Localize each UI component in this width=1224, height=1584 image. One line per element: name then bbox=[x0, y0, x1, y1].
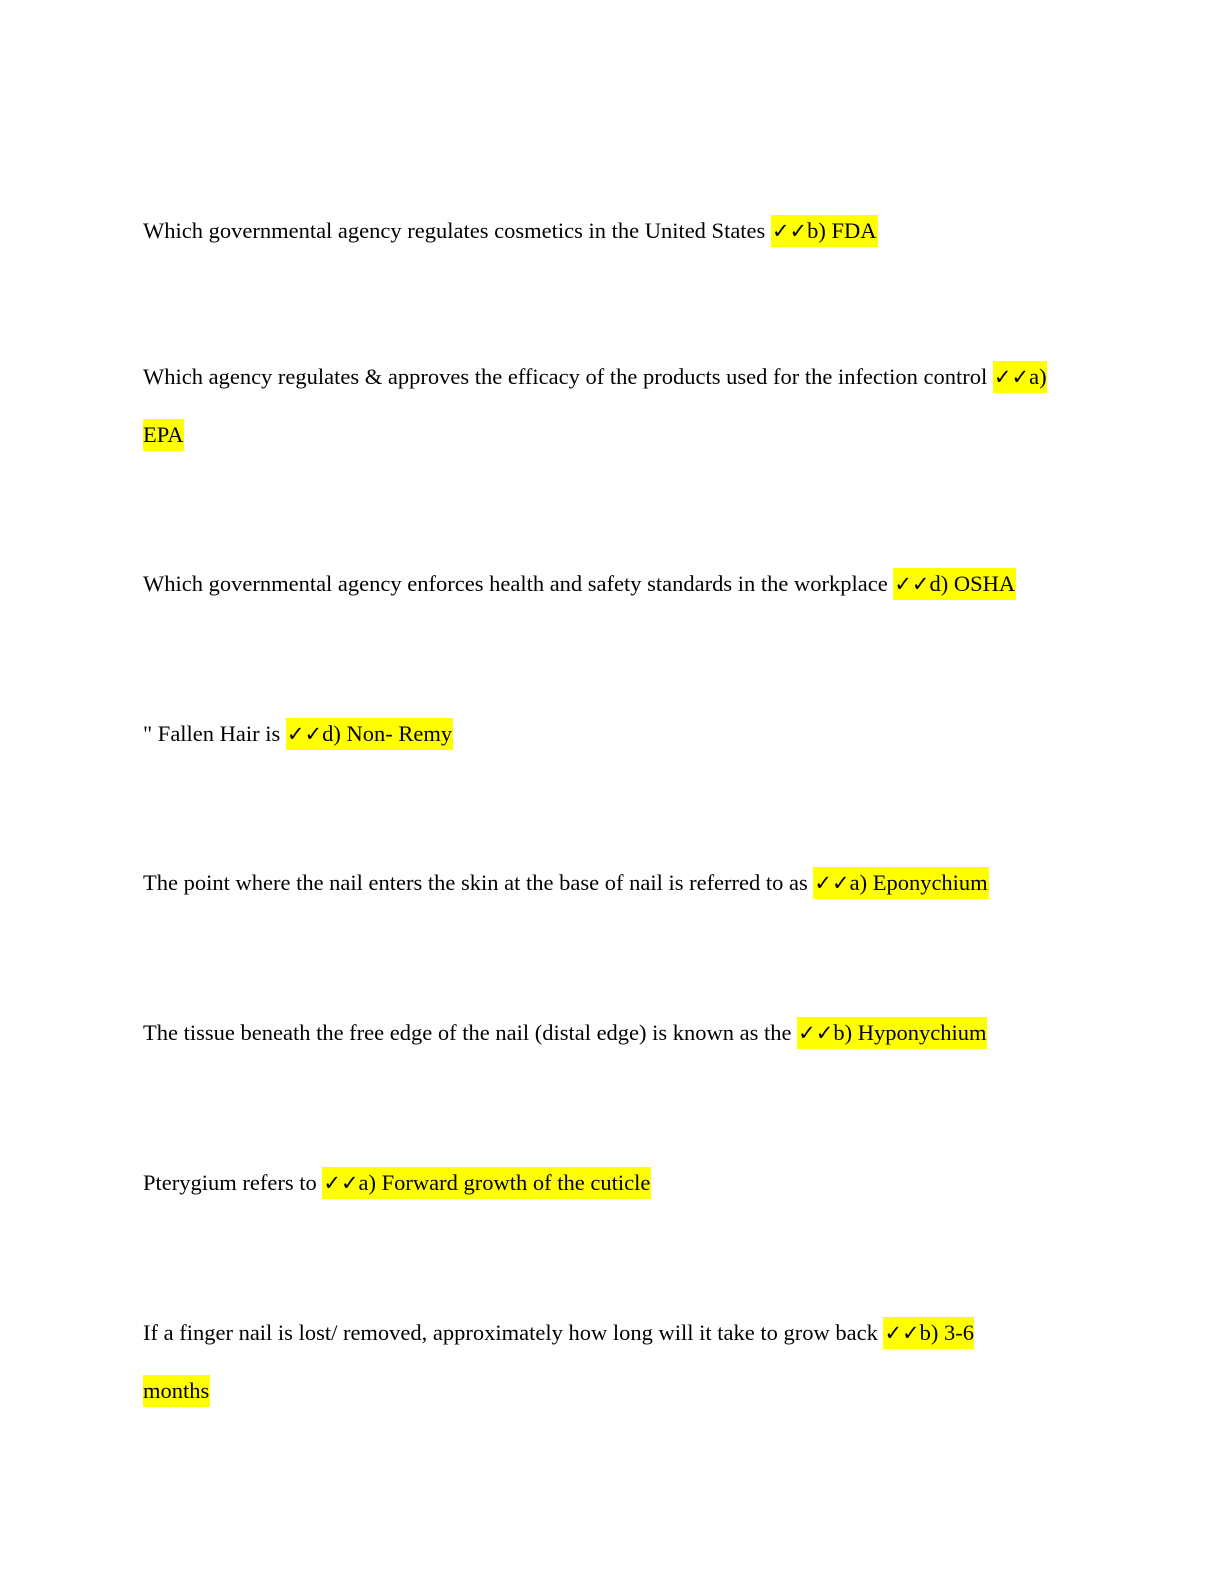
answer-text: b) 3-6 months bbox=[143, 1320, 975, 1403]
double-check-icon: ✓✓ bbox=[993, 365, 1030, 389]
double-check-icon: ✓✓ bbox=[323, 1171, 359, 1195]
question-item-7 bbox=[143, 1154, 1073, 1212]
answer-text: a) EPA bbox=[143, 364, 1047, 447]
question-text: " Fallen Hair is bbox=[143, 721, 281, 746]
question-text: The point where the nail enters the skin at the base of nail is referred to as bbox=[143, 870, 808, 895]
question-item-6 bbox=[143, 1004, 1073, 1062]
question-text: Which agency regulates & approves the efficacy of the products used for the infection control bbox=[143, 364, 988, 389]
question-item-1 bbox=[143, 202, 1073, 260]
question-text: Pterygium refers to bbox=[143, 1170, 317, 1195]
question-item-5 bbox=[143, 854, 1073, 912]
answer-highlight bbox=[893, 568, 1016, 600]
answer-highlight bbox=[286, 718, 453, 750]
question-item-2 bbox=[143, 348, 1073, 464]
question-item-4 bbox=[143, 705, 1073, 763]
question-text: If a finger nail is lost/ removed, approximately how long will it take to grow back bbox=[143, 1320, 878, 1345]
question-item-8 bbox=[143, 1304, 1033, 1420]
double-check-icon: ✓✓ bbox=[771, 219, 808, 243]
double-check-icon: ✓✓ bbox=[894, 572, 930, 596]
question-text: Which governmental agency regulates cosmetics in the United States bbox=[143, 218, 766, 243]
answer-text: b) Hyponychium bbox=[833, 1020, 987, 1045]
answer-text: a) Forward growth of the cuticle bbox=[358, 1170, 651, 1195]
question-text: Which governmental agency enforces health and safety standards in the workplace bbox=[143, 571, 888, 596]
question-text: The tissue beneath the free edge of the nail (distal edge) is known as the bbox=[143, 1020, 792, 1045]
answer-text: d) OSHA bbox=[929, 571, 1016, 596]
double-check-icon: ✓✓ bbox=[798, 1021, 834, 1045]
answer-highlight bbox=[322, 1167, 651, 1199]
question-item-3 bbox=[143, 555, 1073, 613]
double-check-icon: ✓✓ bbox=[884, 1321, 920, 1345]
double-check-icon: ✓✓ bbox=[814, 871, 850, 895]
answer-highlight bbox=[771, 215, 878, 247]
answer-text: b) FDA bbox=[807, 218, 877, 243]
answer-text: a) Eponychium bbox=[849, 870, 988, 895]
answer-text: d) Non- Remy bbox=[322, 721, 453, 746]
double-check-icon: ✓✓ bbox=[286, 722, 323, 746]
answer-highlight bbox=[797, 1017, 987, 1049]
answer-highlight bbox=[813, 867, 988, 899]
